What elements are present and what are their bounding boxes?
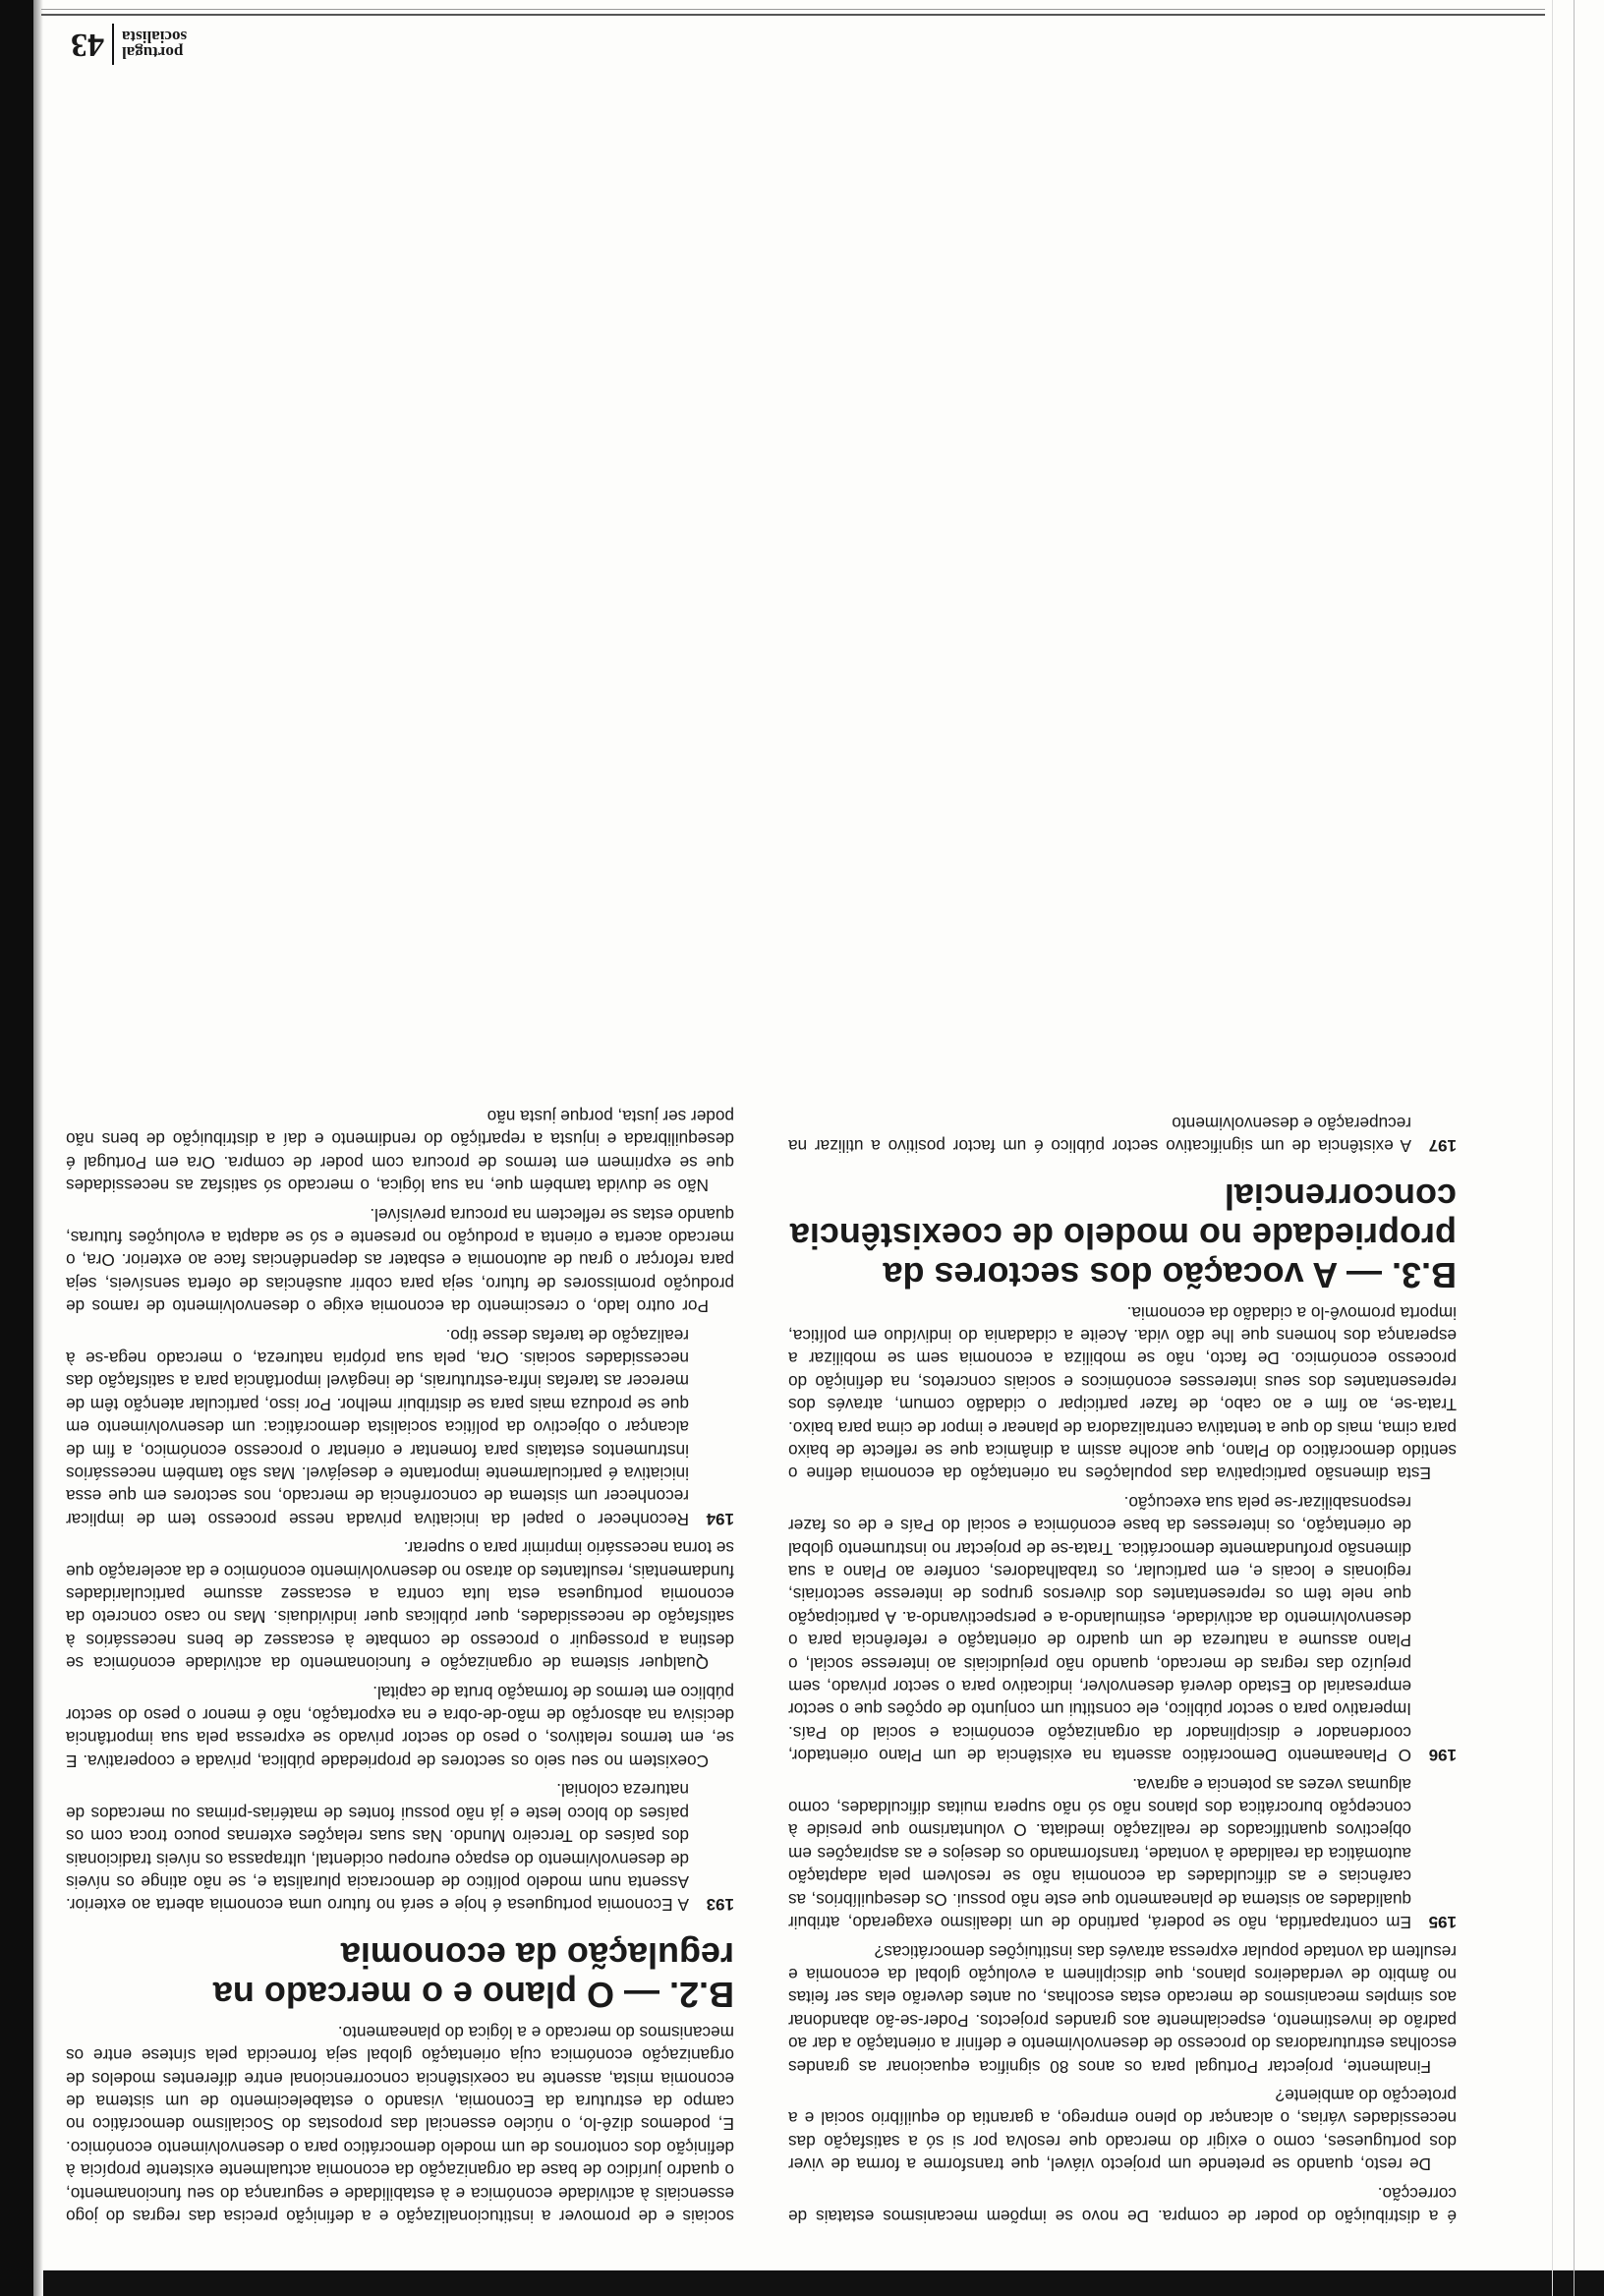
- paragraph: é a distribuição do poder de compra. De novo se impõem mecanismos estatais de correcção.: [788, 2183, 1457, 2226]
- paragraph: Esta dimensão participativa das populações na orientação da economia define o sentido democrático do Plano, que acolhe assim a dinâmica que se reflecte de baixo para cima, mais do que a tentativa centralizadora de planear e impor de cima para baixo. Trata-se, ao fim e ao cabo, de fazer participar o cidadão comum, através dos representantes dos seus interesses económicos e sociais concretos, na definição do processo económico. De facto, não se mobiliza a economia sem se mobilizar a esperança dos homens que lhe dão vida. Aceite a cidadania do indivíduo em política, importa promovê-lo a cidadão da economia.: [788, 1302, 1457, 1484]
- scan-edge-shadow: [0, 2270, 1604, 2296]
- logo-line: socialista: [122, 28, 188, 46]
- paragraph: De resto, quando se pretende um projecto viável, que transforme a forma de viver dos portugueses, como o exigir do mercado que resolva por si só a satisfação das necessidades várias, o alcançar do pleno emprego, a garantia do equilíbrio social e a protecção do ambiente?: [788, 2085, 1457, 2175]
- paragraph-text: Reconhecer o papel da iniciativa privada nesse processo tem de implicar reconhecer um sistema de concorrência de mercado, nos sectores em que essa iniciativa é particularmente importante e desejável. Mas são também necessários instrumentos estatais para fomentar e orientar o processo económico, a fim de alcançar o objectivo da política socialista democrática: um desenvolvimento em que se produza mais para se distribuir melhor. Por isso, particular atenção têm de merecer as tarefas infra-estruturais, de inegável importância para a satisfação das necessidades sociais. Ora, pela sua própria natureza, o mercado nega-se à realização de tarefas desse tipo.: [66, 1325, 689, 1529]
- binding-line: [1574, 0, 1575, 2296]
- numbered-paragraph: [788, 1111, 1457, 1157]
- numbered-paragraph: [66, 1323, 734, 1530]
- paragraph: Não se duvida também que, na sua lógica, o mercado só satisfaz as necessidades que se exprimem em termos de procura com poder de compra. Ora em Portugal é desequilibrada e injusta a repartição do rendimento e daí a distribuição de bens não poder ser justa, porque justa não: [66, 1106, 734, 1196]
- paragraph: Por outro lado, o crescimento da economia exige o desenvolvimento de ramos de produção promissores de futuro, seja para cobrir ausências de oferta sensíveis, seja para reforçar o grau de autonomia e esbater as dependências face ao exterior. Ora, o mercado acerta e orienta a produção no presente e só se adapta a evoluções futuras, quando estas se reflectem na procura previsível.: [66, 1204, 734, 1317]
- logo-divider: [112, 24, 114, 65]
- paragraph: sociais e de promover a institucionalização e a definição precisa das regras do jogo essenciais à actividade económica e à estabilidade e segurança do seu funcionamento, o quadro jurídico de base da organização da economia actualmente existente propícia à definição dos contornos de um modelo democrático para o desenvolvimento económico. E, podemos dizê-lo, o núcleo essencial das propostas do Socialismo democrático no campo da estrutura da Economia, visando o estabelecimento de um sistema de economia mista, assente na coexistência concorrencional entre diferentes modelos de organização económica cuja orientação global seja fornecida pela síntese entre os mecanismos do mercado e a lógica do planeamento.: [66, 2022, 734, 2226]
- left-column: [788, 1105, 1457, 2227]
- page-footer: [71, 0, 1457, 75]
- paragraph: Finalmente, projectar Portugal para os anos 80 significa equacionar as grandes escolhas estruturadoras do processo de desenvolvimento e definir a orientação a dar ao padrão de investimento, especialmente aos grandes projectos. Poder-se-ão abandonar aos simples mecanismos de mercado estas escolhas, ou antes deverão elas ser feitas no âmbito de verdadeiros planos, que disciplinem a evolução global da economia e resultem da vontade popular expressa através das instituições democráticas?: [788, 1941, 1457, 2077]
- section-heading: B.3. — A vocação dos sectores da propriedade no modelo de coexistência concorrencial: [789, 1177, 1457, 1296]
- paragraph-number: 196: [1428, 1746, 1457, 1765]
- scan-edge-fade: [33, 0, 43, 2296]
- paragraph-number: 193: [706, 1895, 734, 1915]
- page-number: 43: [71, 27, 104, 63]
- paragraph: Qualquer sistema de organização e funcionamento da actividade económica se destina a prosseguir o processo de combate à escassez de bens necessários à satisfação de necessidades, quer públicas quer individuais. Mas no caso concreto da economia portuguesa esta luta contra a escassez assume particularidades fundamentais, resultantes do atraso no desenvolvimento económico e da aceleração que se torna necessário imprimir para o superar.: [66, 1538, 734, 1674]
- section-heading: B.2. — O plano e o mercado na regulação da economia: [212, 1935, 734, 2016]
- paragraph-number: 197: [1428, 1136, 1457, 1156]
- logo-line: portugal: [122, 43, 184, 62]
- binding-line: [1552, 0, 1553, 2296]
- logo-text: [114, 29, 187, 60]
- paragraph: Coexistem no seu seio os sectores de propriedade pública, privada e cooperativa. E se, em termos relativos, o peso do sector privado se expressa pela sua importância decisiva na absorção de mão-de-obra e na exportação, não é menor o peso do sector público em termos de formação bruta de capital.: [66, 1682, 734, 1771]
- right-column: [66, 1099, 734, 2227]
- paragraph-number: 195: [1428, 1913, 1457, 1932]
- paragraph-text: A Economia portuguesa é hoje e será no futuro uma economia aberta ao exterior. Assenta num modelo político de democracia pluralista e, se não atinge os níveis de desenvolvimento do espaço europeu ocidental, ultrapassa os níveis tradicionais dos países do Terceiro Mundo. Nas suas relações externas pouco troca com os países do bloco leste e já não possui fontes de matérias-primas ou mercados de natureza colonial.: [66, 1780, 689, 1916]
- paragraph-text: O Planeamento Democrático assenta na existência de um Plano orientador, coordenador e disciplinador da organização económica e social do País. Imperativo para o sector público, ele constitui um conjunto de opções que o sector empresarial do Estado deverá desenvolver, indicativo para o sector privado, sem prejuízo das regras de mercado, quando não prejudiciais ao interesse social, o Plano assume a natureza de um quadro de orientação e referência para o desenvolvimento da actividade, estimulando-a e perspectivando-a. A participação que nele têm os representantes dos diversos grupos de interesse sectoriais, regionais e locais e, em particular, os trabalhadores, confere ao Plano a sua dimensão profundamente democrática. Trata-se de projectar no instrumento global de orientação, os interesses da base económica e social do País e de os fazer responsabilizar-se pela sua execução.: [788, 1492, 1411, 1766]
- paragraph-text: Em contrapartida, não se poderá, partindo de um idealismo exagerado, atribuir qualidades ao sistema de planeamento que este não possui. Os desequilíbrios, as carências e as dificuldades da economia não se resolvem pela adaptação automática da realidade à vontade, transformando os desejos e as aspirações em objectivos quantificados de realização imediata. O voluntarismo que preside à concepção burocrática dos planos não só não supera muitas dificuldades, como algumas vezes as potencia e agrava.: [788, 1774, 1411, 1933]
- numbered-paragraph: [788, 1772, 1457, 1933]
- paragraph-text: A existência de um significativo sector público é um factor positivo a utilizar na recuperação e desenvolvimento: [788, 1113, 1411, 1157]
- publication-logo: [71, 22, 187, 67]
- paragraph-number: 194: [706, 1509, 734, 1528]
- numbered-paragraph: [66, 1778, 734, 1916]
- scan-edge-shadow: [0, 0, 33, 2296]
- magazine-page: [51, 27, 1457, 2227]
- numbered-paragraph: [788, 1490, 1457, 1766]
